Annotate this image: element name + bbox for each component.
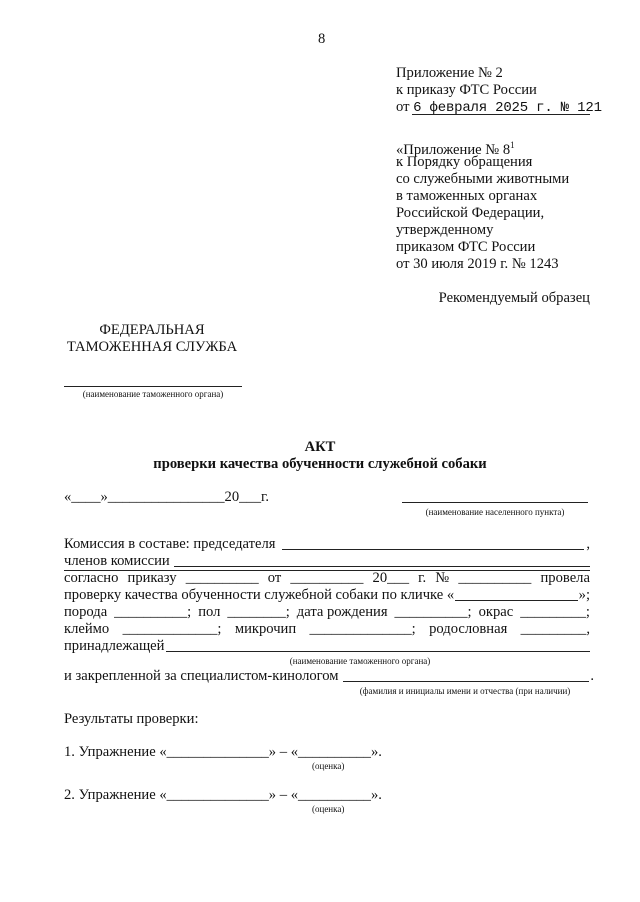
order-date-blank: __________ [290,570,364,586]
breed-blank: __________; [114,604,192,620]
date-month-blank: ________________ [107,489,225,505]
order-word-2: приказу [127,570,177,586]
appendix-date-stamp: 6 февраля 2025 г. № 121 [413,100,602,116]
order-g: г. [418,570,427,586]
sex-blank: ________; [227,604,290,620]
exercise-name-blank: ______________ [166,787,269,803]
exercise-label: 2. Упражнение « [64,787,167,803]
form-line-handler [64,668,594,685]
handler-label: и закрепленной за специалистом-кинологом [64,668,339,684]
exercise-2-caption: (оценка) [312,804,345,814]
exercise-end: ». [370,787,382,803]
commission-comma: , [586,536,590,552]
pedigree-label: родословная [429,621,508,637]
app8-line: приказом ФТС России [396,239,536,255]
dogname-label: проверку качества обученности служебной собаки по кличке « [64,587,455,603]
owner-label: принадлежащей [64,638,165,654]
app8-title-sup: 1 [510,140,515,150]
order-conducted: провела [540,570,590,586]
appendix-line2: к приказу ФТС России [396,82,537,98]
order-year: 20___ [372,570,410,586]
exercise-label: 1. Упражнение « [64,744,167,760]
app8-line: утвержденному [396,222,494,238]
form-line-commission [64,536,590,553]
place-caption: (наименование населенного пункта) [425,507,565,517]
dogname-end: »; [578,587,590,603]
handler-blank [343,681,590,682]
color-blank: _________; [520,604,590,620]
form-line-breed [64,604,590,621]
date-year-prefix: 20 [224,489,240,505]
order-no-blank: __________ [458,570,532,586]
date-day-blank: ____ [71,489,101,505]
results-title: Результаты проверки: [64,711,199,727]
date-open-quote: « [64,489,72,505]
exercise-separator: » – « [268,787,298,803]
app8-line: к Порядку обращения [396,154,533,170]
exercise-end: ». [370,744,382,760]
org-caption: (наименование таможенного органа) [82,389,224,399]
dogname-blank [455,600,577,601]
microchip-label: микрочип [234,621,297,637]
app8-line: со служебными животными [396,171,570,187]
sex-label: пол [198,604,221,620]
act-title: АКТ [304,439,336,455]
org-line2: ТАМОЖЕННАЯ СЛУЖБА [66,339,238,355]
owner-blank [166,651,590,652]
form-line-members [64,553,590,570]
order-word-1: согласно [64,570,119,586]
exercise-2 [64,787,382,804]
order-from: от [267,570,282,586]
recommended-sample: Рекомендуемый образец [438,290,590,306]
form-line-dogname [64,587,590,604]
members-label: членов комиссии [64,553,170,569]
chairman-blank [282,549,585,550]
exercise-separator: » – « [268,744,298,760]
form-line-order [64,570,590,587]
brand-blank: _____________; [122,621,222,637]
act-date [64,489,269,506]
act-subtitle: проверки качества обученности служебной собаки [153,456,487,472]
brand-label: клеймо [64,621,110,637]
app8-line: в таможенных органах [396,188,538,204]
date-g: г. [261,489,270,505]
order-no-sign: № [435,570,450,586]
exercise-grade-blank: __________ [297,787,371,803]
handler-caption: (фамилия и инициалы имени и отчества (при наличии) [359,686,571,696]
microchip-blank: ______________; [309,621,416,637]
page-number: 8 [318,31,326,47]
order-number-blank: __________ [185,570,259,586]
org-line1: ФЕДЕРАЛЬНАЯ [99,322,205,338]
handler-end: . [590,668,594,684]
members-blank [174,566,590,567]
place-line [402,502,588,503]
form-line-brand [64,621,590,638]
app8-title-text: «Приложение № 8 [396,141,511,158]
color-label: окрас [478,604,514,620]
exercise-1 [64,744,382,761]
app8-line: от 30 июля 2019 г. № 1243 [396,256,559,272]
exercise-name-blank: ______________ [166,744,269,760]
birthdate-label: дата рождения [296,604,388,620]
exercise-grade-blank: __________ [297,744,371,760]
breed-label: порода [64,604,108,620]
exercise-1-caption: (оценка) [312,761,345,771]
appendix-line1: Приложение № 2 [396,65,503,81]
date-year-blank: ___ [239,489,262,505]
owner-caption: (наименование таможенного органа) [289,656,431,666]
birthdate-blank: __________; [394,604,472,620]
app8-line: Российской Федерации, [396,205,545,221]
commission-label: Комиссия в составе: председателя [64,536,276,552]
date-close-quote: » [100,489,108,505]
org-name-line [64,386,242,387]
pedigree-blank: _________, [520,621,590,637]
form-line-owner [64,638,590,655]
appendix-date-underline [412,114,590,115]
appendix-date-prefix: от [396,99,414,115]
